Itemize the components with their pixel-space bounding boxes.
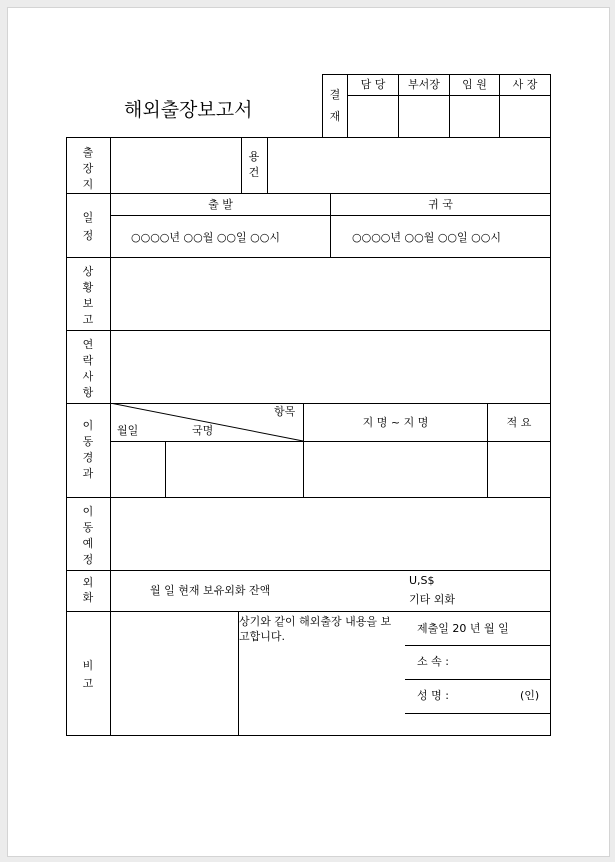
approval-role-executive: 임 원: [462, 78, 487, 91]
approval-role-president: 사 장: [512, 78, 538, 91]
return-date[interactable]: ○○○○년 ○○월 ○○일 ○○시: [352, 231, 501, 244]
document-title: 해외출장보고서: [124, 99, 253, 121]
currency-usd: U,S$: [409, 574, 435, 587]
name-field[interactable]: 성 명 :: [417, 689, 449, 702]
place-header: 지 명 ~ 지 명: [362, 416, 429, 429]
approval-role-manager: 담 당: [360, 78, 386, 91]
travel-plan-field[interactable]: [111, 498, 550, 570]
approval-role-dept-head: 부서장: [408, 78, 440, 91]
destination-label: 출장지: [82, 146, 94, 191]
schedule-label: 일정: [82, 211, 94, 242]
notes-label: 비고: [82, 659, 94, 690]
sign-box-dept-head[interactable]: [399, 96, 449, 136]
sign-box-manager[interactable]: [348, 96, 398, 136]
history-country-cell[interactable]: [166, 442, 303, 497]
contact-label: 연락사항: [82, 338, 94, 399]
submit-date[interactable]: 제출일 20 년 월 일: [417, 622, 509, 635]
purpose-field[interactable]: [268, 138, 550, 193]
diag-country-label: 국명: [192, 424, 214, 437]
status-report-label: 상황보고: [82, 265, 94, 326]
history-date-cell[interactable]: [111, 442, 165, 497]
diag-item-label: 항목: [274, 405, 296, 418]
history-place-cell[interactable]: [304, 442, 487, 497]
currency-label: 외화: [82, 576, 94, 604]
return-header: 귀 국: [428, 198, 453, 211]
remarks-header: 적 요: [506, 416, 532, 429]
travel-plan-label: 이동예정: [82, 505, 94, 566]
sign-box-executive[interactable]: [450, 96, 499, 136]
purpose-label: 용건: [248, 150, 260, 179]
currency-other: 기타 외화: [409, 593, 456, 606]
sign-box-president[interactable]: [500, 96, 550, 136]
status-report-field[interactable]: [111, 258, 550, 330]
currency-balance-text: 월 일 현재 보유외화 잔액: [150, 584, 271, 597]
approval-label: 결 재: [329, 88, 341, 123]
history-remarks-cell[interactable]: [488, 442, 550, 497]
departure-header: 출 발: [208, 198, 233, 211]
seal-mark: (인): [520, 689, 540, 702]
affiliation-field[interactable]: 소 속 :: [417, 655, 449, 668]
notes-field[interactable]: [111, 612, 238, 735]
report-statement: 상기와 같이 해외출장 내용을 보고합니다.: [239, 615, 392, 643]
departure-date[interactable]: ○○○○년 ○○월 ○○일 ○○시: [131, 231, 280, 244]
diag-date-label: 월일: [117, 424, 139, 437]
destination-field[interactable]: [111, 138, 241, 193]
contact-field[interactable]: [111, 331, 550, 403]
travel-history-label: 이동경과: [82, 419, 94, 480]
